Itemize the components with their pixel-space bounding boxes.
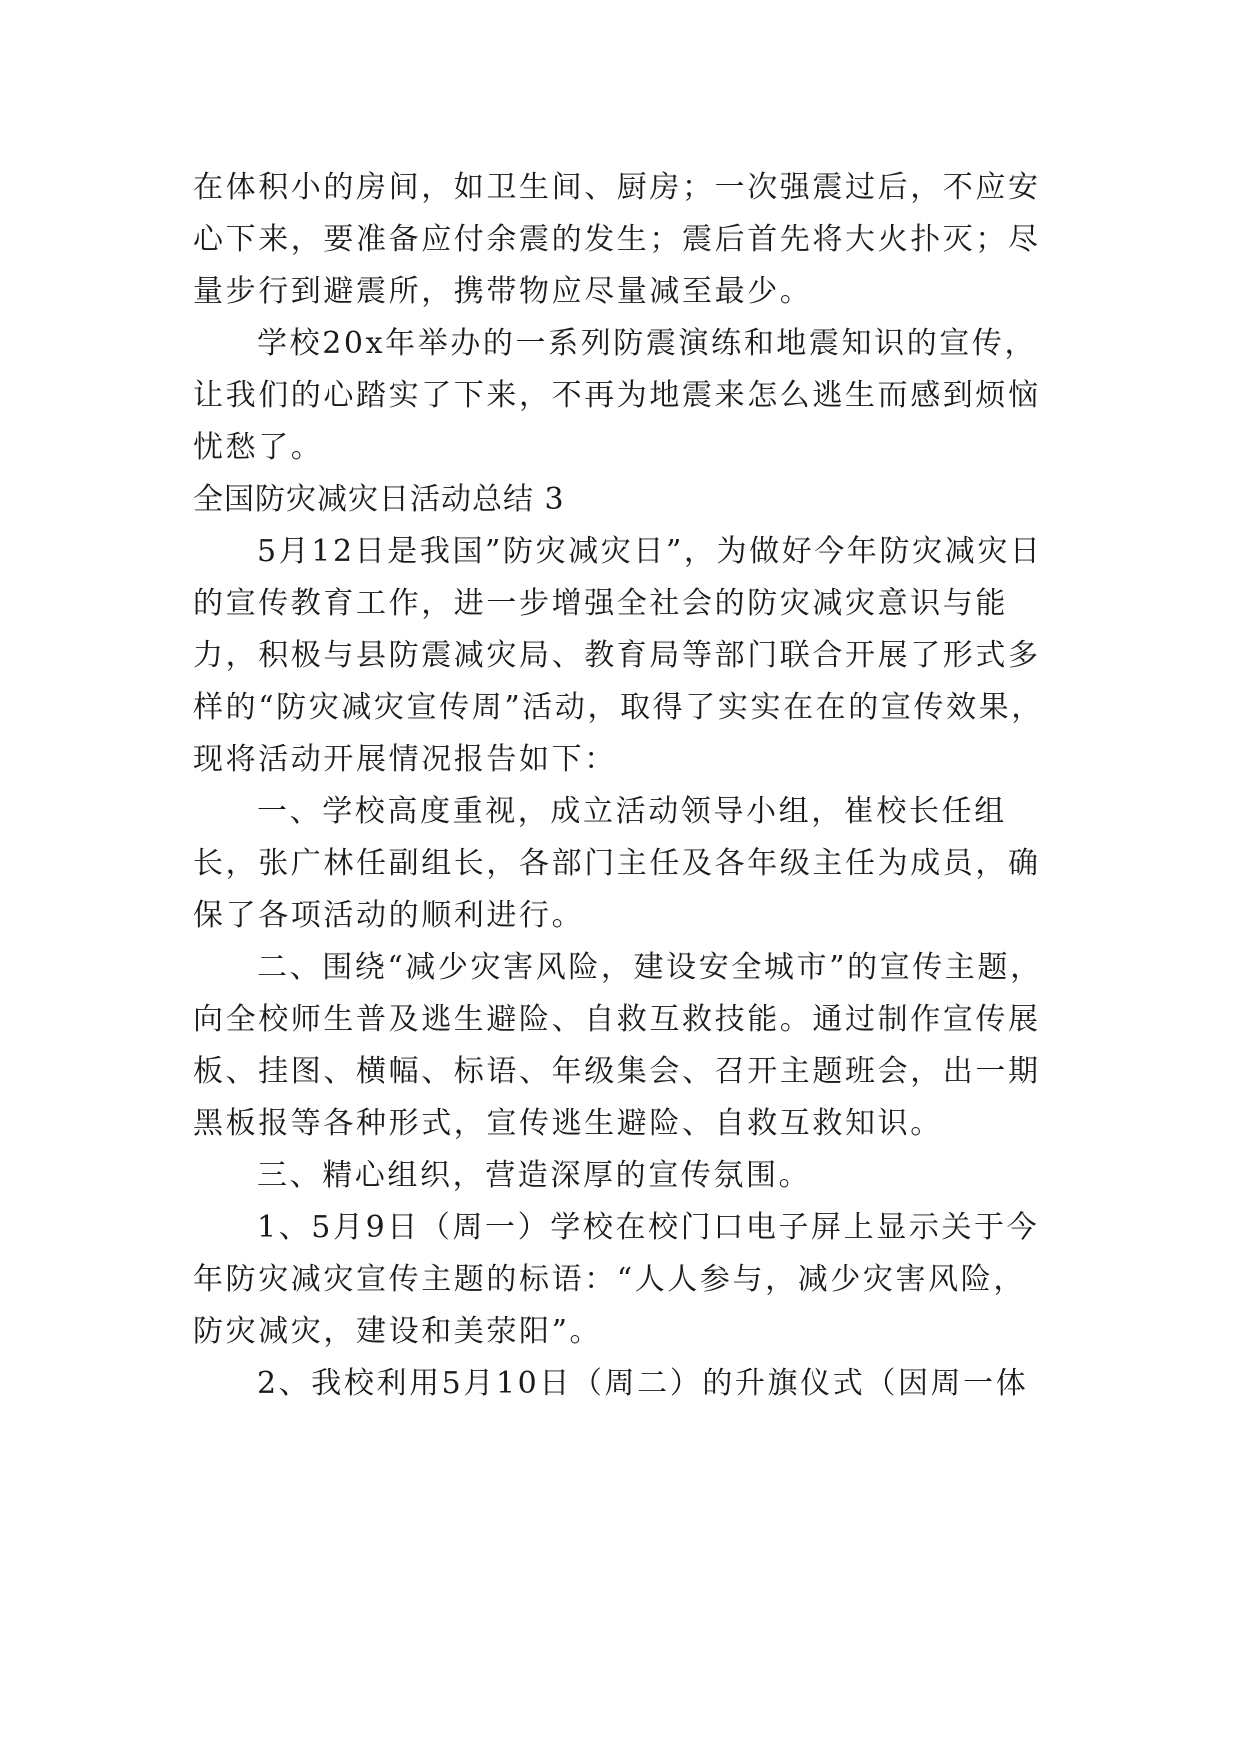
paragraph: 二、围绕“减少灾害风险，建设安全城市”的宣传主题，向全校师生普及逃生避险、自救互救技能。通过制作宣传展板、挂图、横幅、标语、年级集会、召开主题班会，出一期黑板报等各种形式，宣传逃生避险、自救互救知识。 <box>193 950 1043 1141</box>
paragraph: 一、学校高度重视，成立活动领导小组，崔校长任组长，张广林任副组长，各部门主任及各年级主任为成员，确保了各项活动的顺利进行。 <box>193 794 1041 933</box>
paragraph: 在体积小的房间，如卫生间、厨房；一次强震过后，不应安心下来，要准备应付余震的发生；震后首先将大火扑灭；尽量步行到避震所，携带物应尽量减至最少。 <box>193 170 1041 309</box>
document-body <box>193 162 1053 1410</box>
paragraph: 1、5月9日（周一）学校在校门口电子屏上显示关于今年防灾减灾宣传主题的标语：“人人参与，减少灾害风险，防灾减灾，建设和美荥阳”。 <box>193 1210 1040 1349</box>
paragraph: 三、精心组织，营造深厚的宣传氛围。 <box>257 1158 812 1193</box>
paragraph: 5月12日是我国”防灾减灾日”，为做好今年防灾减灾日的宣传教育工作，进一步增强全社会的防灾减灾意识与能力，积极与县防震减灾局、教育局等部门联合开展了形式多样的“防灾减灾宣传周”活动，取得了实实在在的宣传效果，现将活动开展情况报告如下： <box>193 534 1044 777</box>
paragraph: 2、我校利用5月10日（周二）的升旗仪式（因周一体 <box>257 1366 1029 1401</box>
section-heading: 全国防灾减灾日活动总结 3 <box>193 482 565 517</box>
paragraph: 学校20x年举办的一系列防震演练和地震知识的宣传，让我们的心踏实了下来，不再为地震来怎么逃生而感到烦恼忧愁了。 <box>193 326 1041 465</box>
